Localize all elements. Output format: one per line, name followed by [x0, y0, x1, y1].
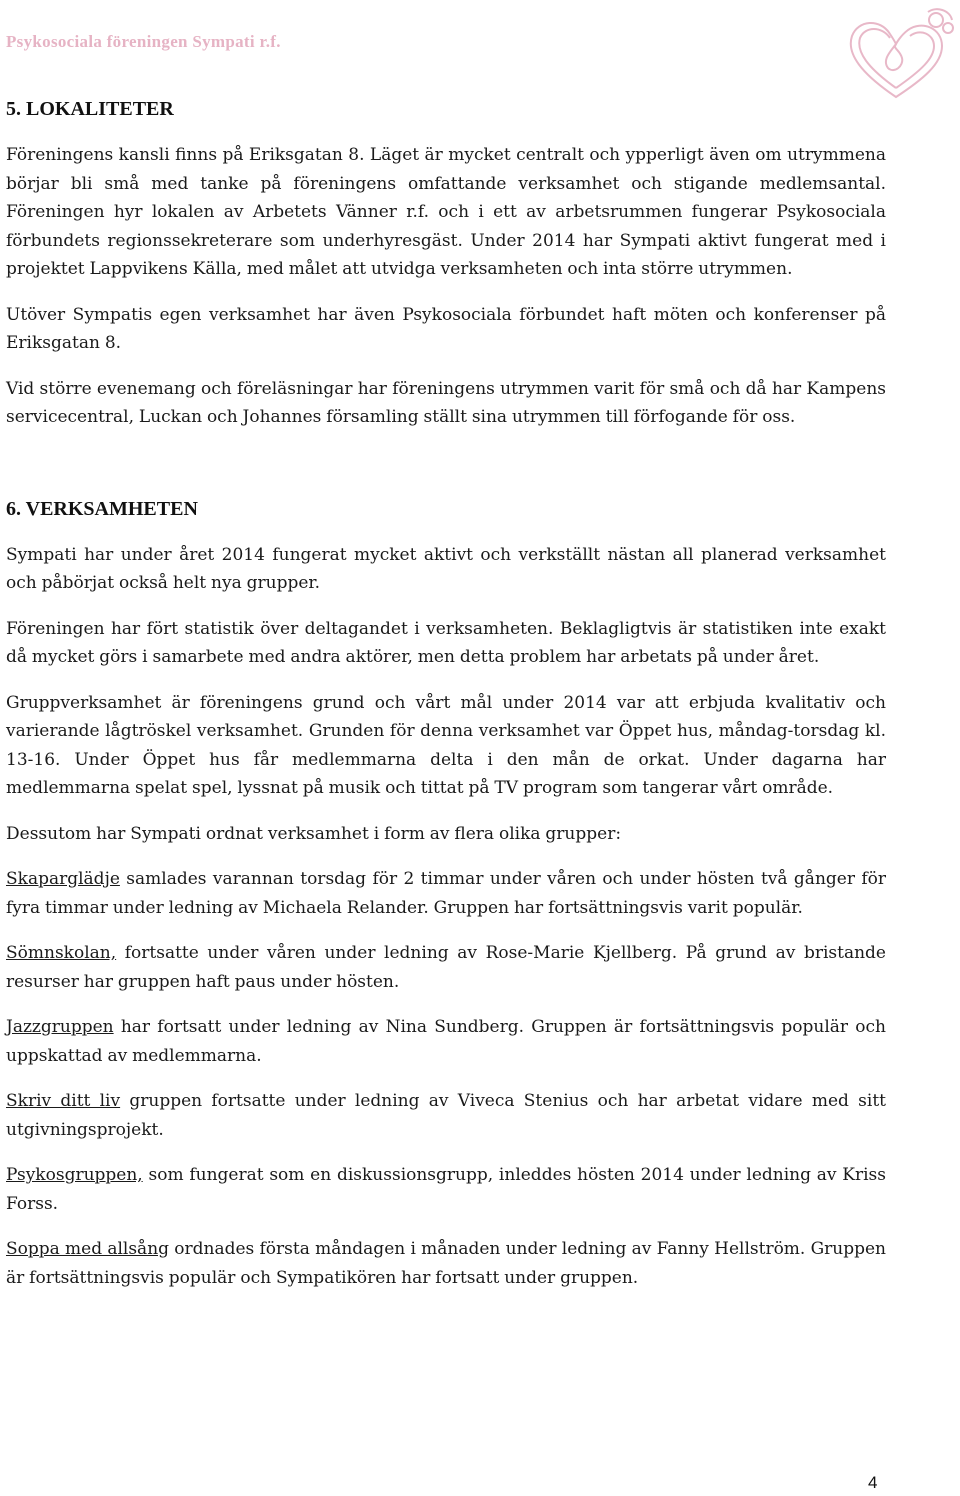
section-5-heading: 5. LOKALITETER [6, 98, 174, 120]
group-name: Jazzgruppen [6, 1017, 114, 1037]
group-name: Skriv ditt liv [6, 1091, 121, 1111]
group-name: Sömnskolan, [6, 943, 117, 963]
group-description: ordnades första måndagen i månaden under ledning av Fanny Hellström. Gruppen är fortsättningsvis populär och Sympatikören har fortsatt under gruppen. [6, 1239, 886, 1288]
section-6-paragraph-2: Föreningen har fört statistik över deltagandet i verksamheten. Beklagligtvis är statistiken inte exakt då mycket görs i samarbete med andra aktörer, men detta problem har arbetats på under året. [6, 618, 886, 667]
group-paragraph [6, 865, 886, 922]
group-name: Soppa med allsång [6, 1239, 170, 1259]
group-name: Skaparglädje [6, 869, 120, 889]
page-number: 4 [868, 1473, 878, 1492]
group-description: fortsatte under våren under ledning av Rose-Marie Kjellberg. På grund av bristande resurser har gruppen haft paus under hösten. [6, 943, 886, 992]
header-org-name: Psykosociala föreningen Sympati r.f. [6, 32, 281, 51]
group-name: Psykosgruppen, [6, 1165, 143, 1185]
group-paragraph [6, 939, 886, 996]
group-description: har fortsatt under ledning av Nina Sundberg. Gruppen är fortsättningsvis populär och uppskattad av medlemmarna. [6, 1017, 886, 1066]
section-6-heading: 6. VERKSAMHETEN [6, 497, 198, 520]
document-body [6, 98, 886, 1309]
group-paragraph [6, 1161, 886, 1218]
group-description: samlades varannan torsdag för 2 timmar under våren och under hösten två gånger för fyra timmar under ledning av Michaela Relander. Gruppen har fortsättningsvis varit populär. [6, 869, 886, 918]
section-5-paragraph-3: Vid större evenemang och föreläsningar har föreningens utrymmen varit för små och då har Kampens servicecentral, Luckan och Johannes församling ställt sina utrymmen till förfogande för oss. [6, 378, 886, 427]
section-6-paragraph-3: Gruppverksamhet är föreningens grund och vårt mål under 2014 var att erbjuda kvalitativ och varierande lågtröskel verksamhet. Grunden för denna verksamhet var Öppet hus, måndag-torsdag kl. 13-16. Under Öppet hus får medlemmarna delta i den mån de orkat. Under dagarna har medlemmarna spelat spel, lyssnat på musik och tittat på TV program som tangerar vårt område. [6, 692, 886, 798]
section-6-paragraph-4: Dessutom har Sympati ordnat verksamhet i form av flera olika grupper: [6, 823, 622, 844]
group-paragraph [6, 1087, 886, 1144]
group-paragraph [6, 1235, 886, 1292]
section-5-paragraph-2: Utöver Sympatis egen verksamhet har även Psykosociala förbundet haft möten och konferenser på Eriksgatan 8. [6, 304, 886, 353]
group-description: som fungerat som en diskussionsgrupp, inleddes hösten 2014 under ledning av Kriss Forss. [6, 1165, 886, 1214]
section-6-paragraph-1: Sympati har under året 2014 fungerat mycket aktivt och verkställt nästan all planerad verksamhet och påbörjat också helt nya grupper. [6, 544, 886, 593]
section-5-paragraph-1: Föreningens kansli finns på Eriksgatan 8. Läget är mycket centralt och ypperligt även om utrymmena börjar bli små med tanke på föreningens omfattande verksamhet och stigande medlemsantal. Föreningen hyr lokalen av Arbetets Vänner r.f. och i ett av arbetsrummen fungerar Psykosociala förbundets regionssekreterare som underhyresgäst. Under 2014 har Sympati aktivt fungerat med i projektet Lappvikens Källa, med målet att utvidga verksamheten och inta större utrymmen. [6, 145, 886, 279]
group-paragraph [6, 1013, 886, 1070]
group-description: gruppen fortsatte under ledning av Viveca Stenius och har arbetat vidare med sitt utgivningsprojekt. [6, 1091, 886, 1140]
